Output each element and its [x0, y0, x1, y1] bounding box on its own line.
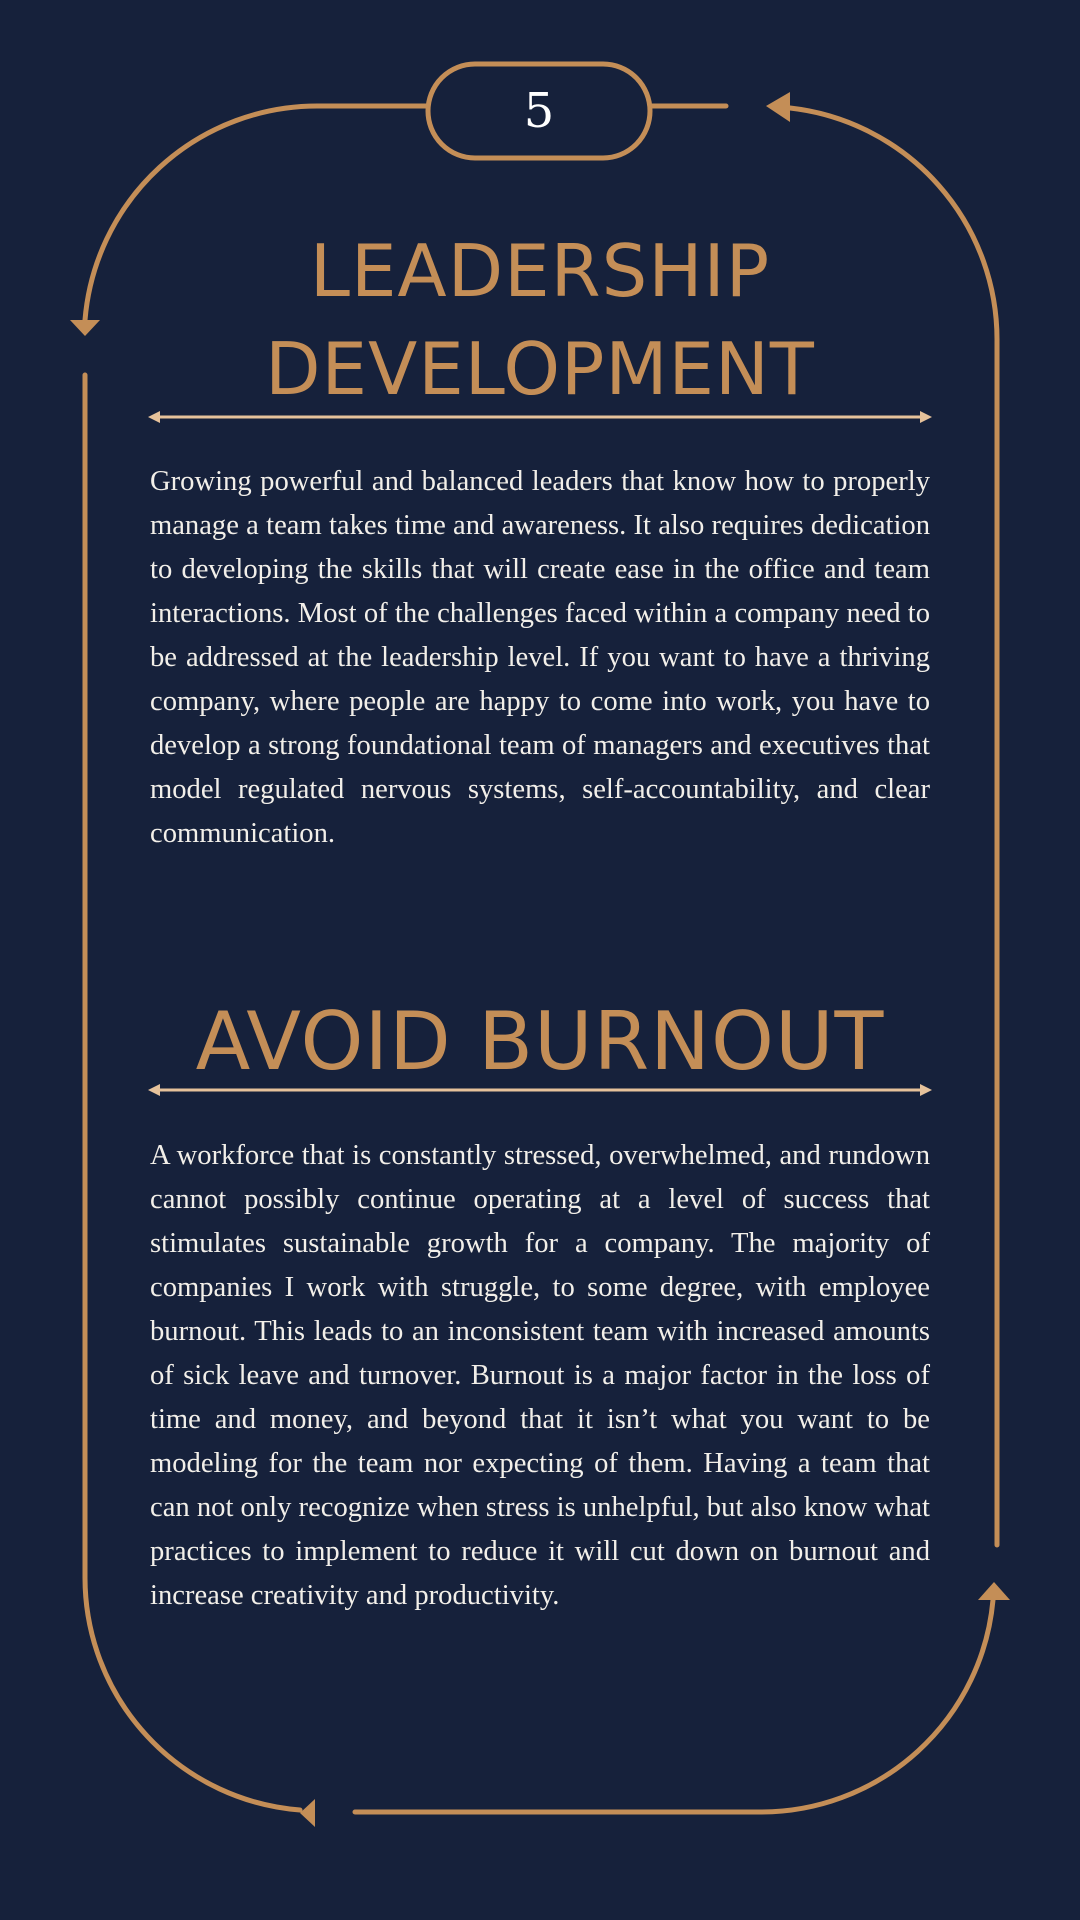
section-heading-burnout: AVOID BURNOUT [195, 995, 885, 1088]
frame-bottom-line [355, 1600, 993, 1812]
arrow-left-down-icon [70, 320, 100, 336]
section-heading-leadership: LEADERSHIP DEVELOPMENT [265, 229, 815, 411]
arrow-top-right-icon [766, 92, 790, 122]
arrow-bottom-right-icon [300, 1799, 315, 1827]
arrow-right-up-icon [978, 1582, 1010, 1600]
section-body-burnout: A workforce that is constantly stressed, overwhelmed, and rundown cannot possibly continue operating at a level of success that stimulates sustainable growth for a company. The majority of companies I work with struggle, to some degree, with employee burnout. This leads to an inconsistent team with increased amounts of sick leave and turnover. Burnout is a major factor in the loss of time and money, and beyond that it isn’t what you want to be modeling for the team nor expecting of them. Having a team that can not only recognize when stress is unhelpful, but also know what practices to implement to reduce it will cut down on burnout and increase creativity and productivity. [150, 1140, 930, 1611]
section-body-leadership: Growing powerful and balanced leaders that know how to properly manage a team takes time and awareness. It also requires dedication to developing the skills that will create ease in the office and team interactions. Most of the challenges faced within a company need to be addressed at the leadership level. If you want to have a thriving company, where people are happy to come into work, you have to develop a strong foundational team of managers and executives that model regulated nervous systems, self-accountability, and clear communication. [150, 466, 930, 849]
page-number: 5 [523, 83, 555, 139]
